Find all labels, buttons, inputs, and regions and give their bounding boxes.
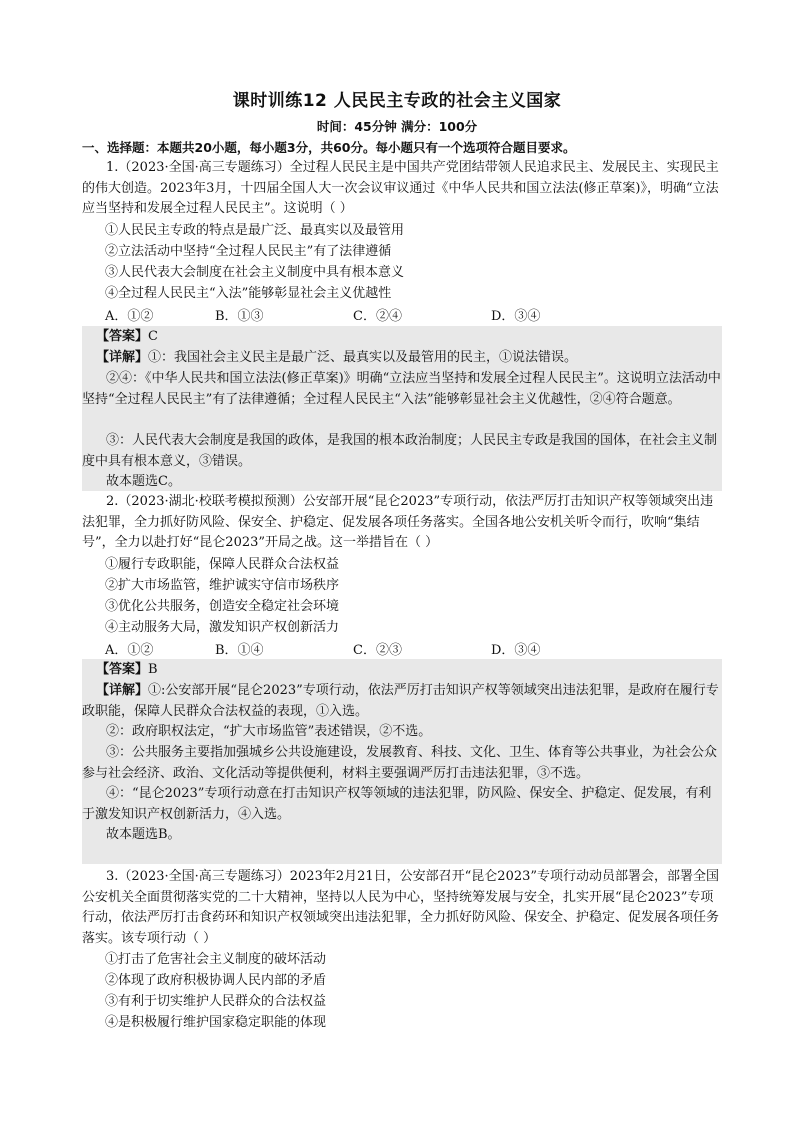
question-2-detail-4: ④：“昆仑2023”专项行动意在打击知识产权等领域的违法犯罪，防风险、保安全、护稳定、促发展，有利于激发知识产权创新活力，④入选。 <box>82 786 712 822</box>
question-3-option-3: ③有利于切实维护人民群众的合法权益 <box>105 994 327 1009</box>
choice-c: C．②③ <box>353 643 402 658</box>
answer-value: B <box>148 662 158 677</box>
question-2-option-3: ③优化公共服务，创造安全稳定社会环境 <box>105 599 340 614</box>
question-2-option-2: ②扩大市场监管，维护诚实守信市场秩序 <box>105 578 340 593</box>
question-3-option-1: ①打击了危害社会主义制度的破坏活动 <box>105 952 327 967</box>
question-1-detail-3: ③：人民代表大会制度是我国的政体，是我国的根本政治制度；人民民主专政是我国的国体，在社会主义制度中具有根本意义，③错误。 <box>82 433 718 469</box>
question-2-detail-5: 故本题选B。 <box>106 827 181 842</box>
question-1-detail-4: 故本题选C。 <box>106 474 181 489</box>
question-2-answer <box>96 660 736 681</box>
question-2-option-4: ④主动服务大局，激发知识产权创新活力 <box>105 620 340 635</box>
answer-label: 【答案】 <box>96 662 149 677</box>
question-2-choices <box>105 639 625 659</box>
choice-c: C．②④ <box>353 309 402 324</box>
question-1-option-4: ④全过程人民民主“入法”能够彰显社会主义优越性 <box>105 286 392 301</box>
question-2-option-1: ①履行专政职能，保障人民群众合法权益 <box>105 557 340 572</box>
answer-label: 【答案】 <box>96 329 149 344</box>
question-2-detail-3: ③：公共服务主要指加强城乡公共设施建设，发展教育、科技、文化、卫生、体育等公共事业，为社会公众参与社会经济、政治、文化活动等提供便利，材料主要强调严厉打击违法犯罪，③不选。 <box>82 745 718 781</box>
choice-a: A．①② <box>105 643 154 658</box>
section-heading: 一、选择题：本题共20小题，每小题3分，共60分。每小题只有一个选项符合题目要求。 <box>82 140 576 155</box>
question-1-option-3: ③人民代表大会制度在社会主义制度中具有根本意义 <box>105 265 405 280</box>
question-3-option-2: ②体现了政府积极协调人民内部的矛盾 <box>105 973 327 988</box>
choice-b: B．①④ <box>215 643 264 658</box>
detail-label: 【详解】 <box>96 683 149 698</box>
question-2-stem: 2.（2023·湖北·校联考模拟预测）公安部开展“昆仑2023”专项行动，依法严厉打击知识产权等领域突出违法犯罪，全力抓好防风险、保安全、护稳定、促发展各项任务落实。全国各地公安机关听令而行，吹响“集结号”，全力以赴打好“昆仑2023”开局之战。这一举措旨在（ ） <box>82 494 714 550</box>
exam-time-score: 时间：45分钟 满分：100分 <box>316 119 478 134</box>
detail-label: 【详解】 <box>96 350 149 365</box>
choice-a: A．①② <box>105 309 154 324</box>
question-1-option-1: ①人民民主专政的特点是最广泛、最真实以及最管用 <box>105 223 405 238</box>
question-1-option-2: ②立法活动中坚持“全过程人民民主”有了法律遵循 <box>105 244 392 259</box>
question-3-option-4: ④是积极履行维护国家稳定职能的体现 <box>105 1015 327 1030</box>
answer-value: C <box>148 329 158 344</box>
question-3-stem: 3.（2023·全国·高三专题练习）2023年2月21日，公安部召开“昆仑2023”专项行动动员部署会，部署全国公安机关全面贯彻落实党的二十大精神，坚持以人民为中心，坚持统筹发展与安全，扎实开展“昆仑2023”专项行动，依法严厉打击食药环和知识产权领域突出违法犯罪，全力抓好防风险、保安全、护稳定、促发展各项任务落实。该专项行动（ ） <box>82 869 720 946</box>
question-1-detail-1: 【详解】①：我国社会主义民主是最广泛、最真实以及最管用的民主，①说法错误。 <box>96 350 578 365</box>
choice-b: B．①③ <box>215 309 264 324</box>
question-1-detail-2: ②④：《中华人民共和国立法法(修正草案)》明确“立法应当坚持和发展全过程人民民主”。这说明立法活动中坚持“全过程人民民主”有了法律遵循；全过程人民民主“入法”能够彰显社会主义优越性，②④符合题意。 <box>82 371 721 407</box>
choice-d: D．③④ <box>491 309 541 324</box>
question-2-detail-2: ②：政府职权法定，“扩大市场监管”表述错误，②不选。 <box>106 724 432 739</box>
choice-d: D．③④ <box>491 643 541 658</box>
question-1-choices <box>105 305 625 325</box>
page-title: 课时训练12 人民民主专政的社会主义国家 <box>232 91 562 111</box>
question-1-stem: 1.（2023·全国·高三专题练习）全过程人民民主是中国共产党团结带领人民追求民主、发展民主、实现民主的伟大创造。2023年3月，十四届全国人大一次会议审议通过《中华人民共和国立法法(修正草案)》，明确“立法应当坚持和发展全过程人民民主”。这说明（ ） <box>82 160 719 216</box>
question-1-answer <box>96 327 736 348</box>
question-2-detail-1: 【详解】①:公安部开展“昆仑2023”专项行动，依法严厉打击知识产权等领域突出违法犯罪，是政府在履行专政职能，保障人民群众合法权益的表现，①入选。 <box>82 683 719 719</box>
